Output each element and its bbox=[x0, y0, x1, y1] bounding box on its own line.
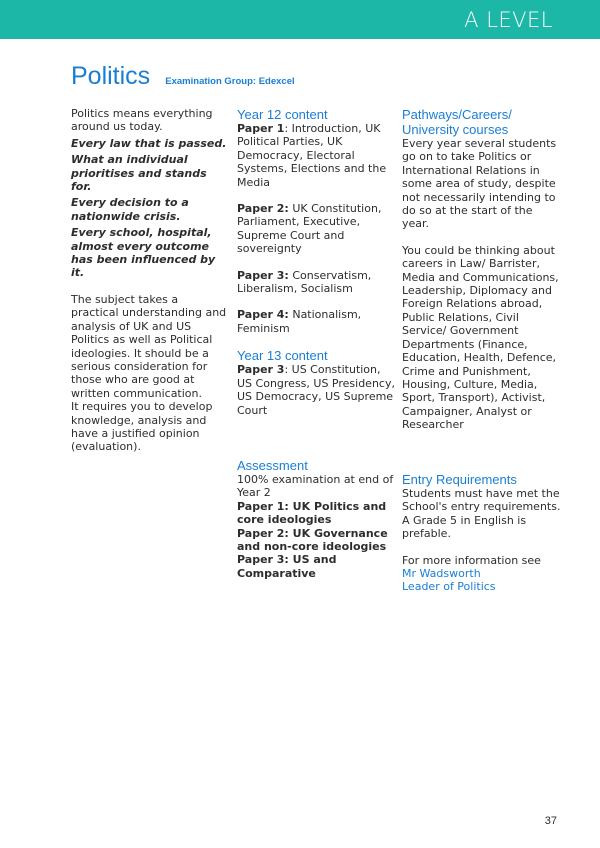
intro-column bbox=[71, 107, 229, 454]
intro-emphasis-4: Every school, hospital, almost every outcome has been influenced by it. bbox=[71, 226, 216, 280]
exam-group: Examination Group: Edexcel bbox=[165, 76, 295, 87]
contact-name: Mr Wadsworth bbox=[402, 567, 481, 581]
pathways-paragraph-1: Every year several students go on to take Politics or International Relations in some area of study, despite not necessarily intending to do so at the start of the year. bbox=[402, 137, 557, 231]
assessment-section bbox=[237, 458, 395, 580]
intro-paragraph: Politics means everything around us today. bbox=[71, 107, 213, 134]
pathways-heading: Pathways/Careers/ University courses bbox=[402, 107, 512, 137]
year12-paper-4: Paper 4: Nationalism, Feminism bbox=[237, 308, 362, 335]
year13-paper-3: Paper 3: US Constitution, US Congress, US Presidency, US Democracy, US Supreme Court bbox=[237, 363, 395, 417]
content-column bbox=[237, 107, 395, 417]
header-banner bbox=[0, 0, 600, 39]
assessment-paper-1: Paper 1: UK Politics and core ideologies bbox=[237, 499, 387, 527]
intro-emphasis-3: Every decision to a nationwide crisis. bbox=[71, 196, 189, 223]
pathways-paragraph-2: You could be thinking about careers in Law/ Barrister, Media and Communications, Leadership, Diplomacy and Foreign Relations abroad, Public Relations, Civil Service/ Government Departments (Finance, Education, Health, Defence, Crime and Punishment, Housing, Culture, Media, Sport, Transport), Activist, Campaigner, Analyst or Researcher bbox=[402, 243, 559, 432]
intro-requirements: It requires you to develop knowledge, analysis and have a justified opinion (evaluation). bbox=[71, 400, 213, 454]
intro-emphasis-2: What an individual prioritises and stands for. bbox=[71, 153, 207, 194]
page-title: Politics bbox=[71, 62, 151, 90]
year13-heading: Year 13 content bbox=[237, 348, 328, 364]
intro-description: The subject takes a practical understanding and analysis of UK and US Politics as well as Political ideologies. It should be a serious consideration for those who are good at written communication. bbox=[71, 292, 227, 400]
pathways-column bbox=[402, 107, 562, 432]
entry-more-info: For more information see bbox=[402, 553, 541, 567]
year12-paper-3: Paper 3: Conservatism, Liberalism, Socialism bbox=[237, 268, 372, 296]
entry-section bbox=[402, 472, 562, 594]
entry-heading: Entry Requirements bbox=[402, 472, 517, 487]
year12-paper-2: Paper 2: UK Constitution, Parliament, Executive, Supreme Court and sovereignty bbox=[237, 202, 382, 256]
assessment-paper-3: Paper 3: US and Comparative bbox=[237, 553, 337, 580]
year12-heading: Year 12 content bbox=[237, 107, 328, 122]
year12-paper-1: Paper 1: Introduction, UK Political Parties, UK Democracy, Electoral Systems, Elections and the Media bbox=[237, 122, 387, 189]
banner-label: A LEVEL bbox=[464, 8, 553, 32]
assessment-paper-2: Paper 2: UK Governance and non-core ideologies bbox=[237, 526, 388, 554]
assessment-heading: Assessment bbox=[237, 458, 308, 473]
page-number: 37 bbox=[544, 815, 557, 827]
title-row bbox=[71, 62, 295, 91]
assessment-text: 100% examination at end of Year 2 bbox=[237, 473, 394, 500]
contact-role: Leader of Politics bbox=[402, 580, 496, 594]
entry-text: Students must have met the School's entry requirements. A Grade 5 in English is prefable. bbox=[402, 487, 561, 541]
intro-emphasis-1: Every law that is passed. bbox=[71, 136, 227, 150]
